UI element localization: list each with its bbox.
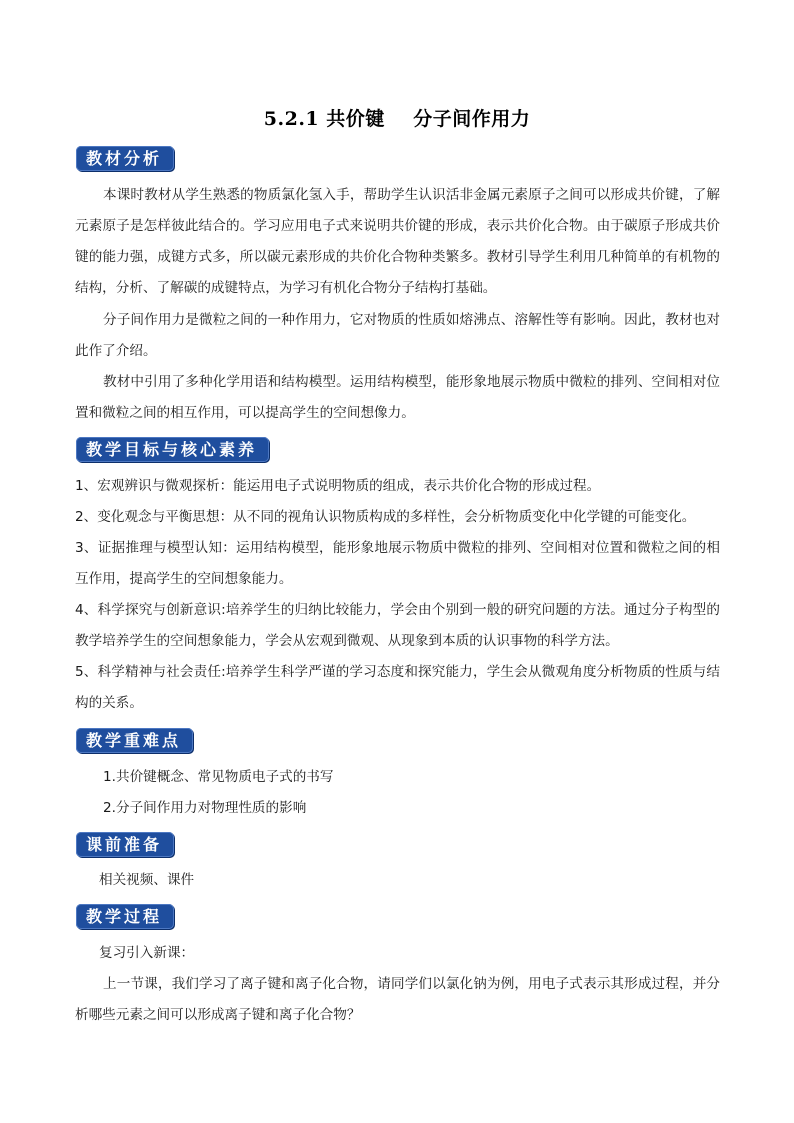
analysis-paragraph-2: 分子间作用力是微粒之间的一种作用力，它对物质的性质如熔沸点、溶解性等有影响。因此，教材也对此作了介绍。	[75, 312, 720, 359]
goal-item-4: 4、科学探究与创新意识:培养学生的归纳比较能力，学会由个别到一般的研究问题的方法。通过分子构型的教学培养学生的空间想象能力，学会从宏观到微观、从现象到本质的认识事物的科学方法。	[75, 602, 720, 649]
process-intro: 复习引入新课：	[99, 945, 195, 961]
section-tag-analysis: 教材分析	[76, 146, 174, 171]
goal-item-2: 2、变化观念与平衡思想：从不同的视角认识物质构成的多样性，会分析物质变化中化学键的可能变化。	[75, 509, 696, 525]
section-tag-keypoints: 教学重难点	[76, 728, 193, 753]
section-tag-prep: 课前准备	[76, 832, 174, 857]
analysis-paragraph-1: 本课时教材从学生熟悉的物质氯化氢入手，帮助学生认识活非金属元素原子之间可以形成共价键，了解元素原子是怎样彼此结合的。学习应用电子式来说明共价键的形成，表示共价化合物。由于碳原子形成共价键的能力强，成键方式多，所以碳元素形成的共价化合物种类繁多。教材引导学生利用几种简单的有机物的结构，分析、了解碳的成键特点，为学习有机化合物分子结构打基础。	[75, 187, 720, 296]
process-paragraph-1: 上一节课，我们学习了离子键和离子化合物，请同学们以氯化钠为例，用电子式表示其形成过程，并分析哪些元素之间可以形成离子键和离子化合物？	[75, 976, 720, 1023]
prep-item-1: 相关视频、课件	[99, 872, 195, 888]
goal-item-5: 5、科学精神与社会责任:培养学生科学严谨的学习态度和探究能力，学生会从微观角度分析物质的性质与结构的关系。	[75, 664, 720, 711]
document-title: 5.2.1 共价键 分子间作用力	[263, 108, 531, 130]
goal-item-3: 3、证据推理与模型认知：运用结构模型，能形象地展示物质中微粒的排列、空间相对位置和微粒之间的相互作用，提高学生的空间想象能力。	[75, 540, 720, 587]
analysis-paragraph-3: 教材中引用了多种化学用语和结构模型。运用结构模型，能形象地展示物质中微粒的排列、空间相对位置和微粒之间的相互作用，可以提高学生的空间想像力。	[75, 374, 720, 421]
keypoint-item-2: 2.分子间作用力对物理性质的影响	[103, 800, 307, 816]
goal-item-1: 1、宏观辨识与微观探析：能运用电子式说明物质的组成，表示共价化合物的形成过程。	[75, 478, 601, 494]
section-tag-process: 教学过程	[76, 904, 174, 929]
keypoint-item-1: 1.共价键概念、常见物质电子式的书写	[103, 769, 334, 785]
section-tag-goals: 教学目标与核心素养	[76, 437, 269, 462]
